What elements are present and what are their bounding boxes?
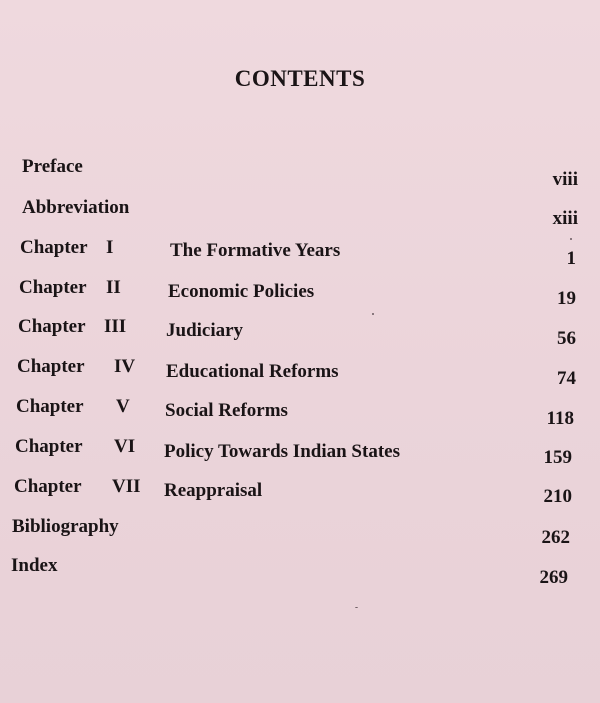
toc-label-chapter-5: Chapter: [16, 396, 84, 417]
toc-label-chapter-1: Chapter: [20, 237, 88, 258]
toc-title-chapter-4: Educational Reforms: [166, 361, 339, 382]
paper-speck: [570, 238, 572, 240]
toc-label-chapter-4: Chapter: [17, 356, 85, 377]
toc-label-bibliography: Bibliography: [12, 516, 119, 537]
toc-page-bibliography: 262: [541, 527, 570, 548]
toc-page-preface: viii: [552, 169, 578, 190]
toc-title-chapter-6: Policy Towards Indian States: [164, 441, 400, 462]
toc-label-chapter-3: Chapter: [18, 316, 86, 337]
toc-label-chapter-2: Chapter: [19, 277, 87, 298]
toc-page-chapter-4: 74: [557, 368, 576, 389]
toc-page-chapter-1: 1: [566, 248, 576, 269]
toc-num-chapter-2: II: [106, 277, 121, 298]
toc-num-chapter-4: IV: [114, 356, 136, 377]
toc-label-abbreviation: Abbreviation: [22, 197, 130, 218]
page-title: CONTENTS: [234, 66, 366, 91]
toc-title-chapter-1: The Formative Years: [170, 240, 341, 261]
toc-title-chapter-3: Judiciary: [166, 320, 244, 341]
toc-page-index: 269: [539, 567, 568, 588]
paper-speck: [372, 313, 374, 315]
toc-page-chapter-5: 118: [546, 408, 574, 429]
toc-page-chapter-3: 56: [557, 328, 576, 349]
toc-num-chapter-6: VI: [114, 436, 136, 457]
toc-label-preface: Preface: [22, 156, 83, 177]
toc-label-chapter-6: Chapter: [15, 436, 83, 457]
toc-num-chapter-5: V: [116, 396, 130, 417]
toc-title-chapter-5: Social Reforms: [165, 400, 288, 421]
toc-page-chapter-7: 210: [543, 486, 572, 507]
paper-speck: [355, 607, 358, 608]
toc-title-chapter-2: Economic Policies: [168, 281, 315, 302]
toc-label-index: Index: [11, 555, 58, 576]
toc-num-chapter-3: III: [104, 316, 127, 337]
toc-label-chapter-7: Chapter: [14, 476, 82, 497]
toc-page-chapter-6: 159: [543, 447, 572, 468]
toc-page-abbreviation: xiii: [552, 208, 578, 229]
toc-page-chapter-2: 19: [557, 288, 576, 309]
toc-num-chapter-7: VII: [112, 476, 141, 497]
toc-num-chapter-1: I: [106, 237, 114, 258]
toc-title-chapter-7: Reappraisal: [164, 480, 263, 501]
